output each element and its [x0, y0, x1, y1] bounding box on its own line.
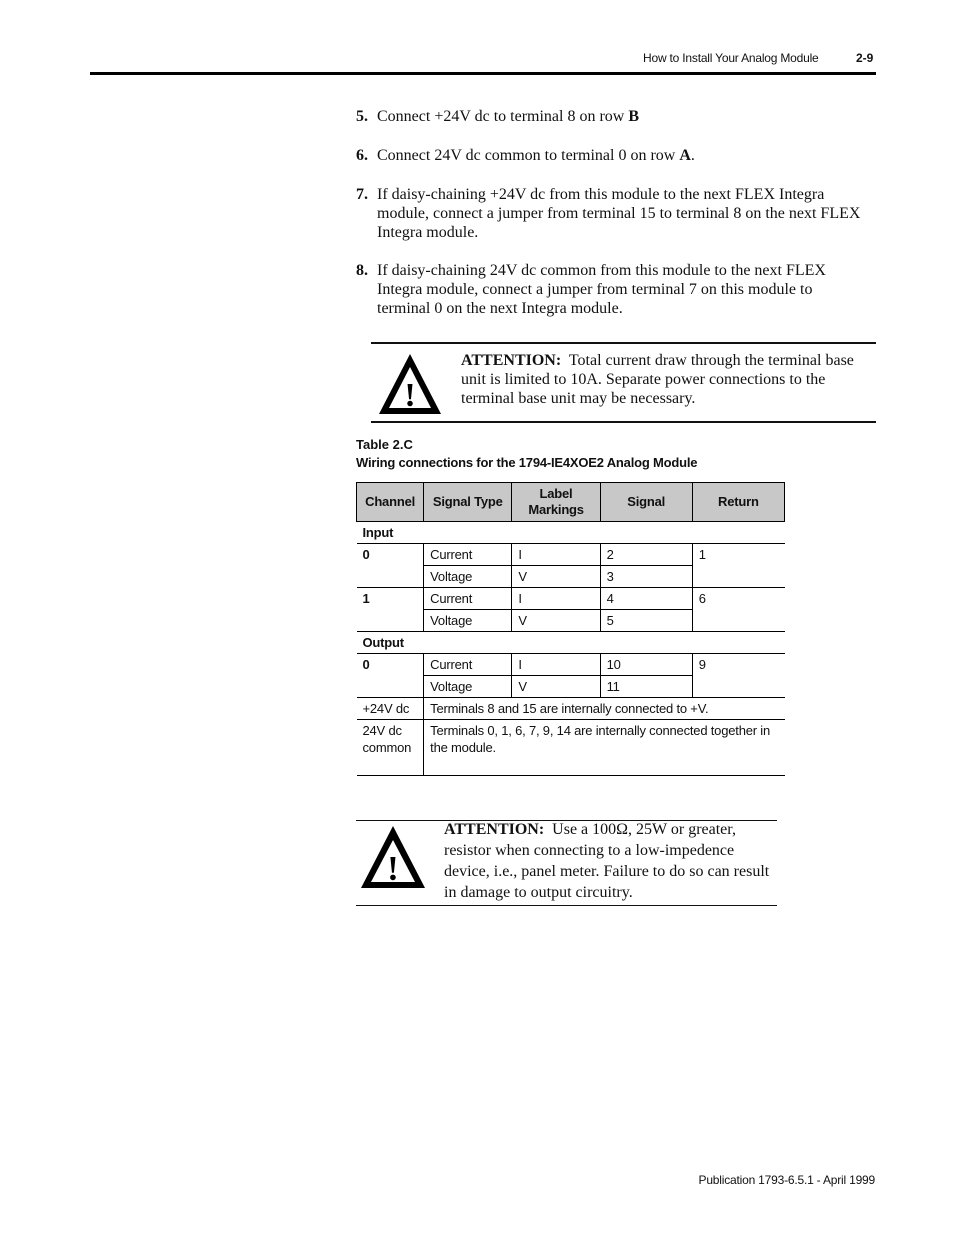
warning-triangle-icon	[376, 350, 444, 418]
table-header-row	[357, 483, 785, 522]
label-marking-cell: I	[512, 588, 600, 610]
page-number: 2-9	[856, 51, 874, 65]
channel-cell: 0	[357, 544, 424, 588]
svg-text:!: !	[387, 849, 399, 888]
col-header-label-markings: Label Markings	[512, 483, 600, 522]
section-row-input	[357, 522, 785, 544]
col-header-signal-type: Signal Type	[424, 483, 512, 522]
header-rule	[90, 72, 876, 75]
table-row	[357, 588, 785, 610]
row-letter: B	[628, 108, 640, 125]
signal-cell: 11	[600, 676, 692, 698]
col-header-return: Return	[692, 483, 784, 522]
attention-bottom-rule	[356, 905, 777, 906]
attention-bottom-rule	[371, 421, 876, 423]
table-row	[357, 698, 785, 720]
attention-text: Total current draw through the terminal base unit is limited to 10A. Separate power connections to the terminal base unit may be necessary.	[461, 352, 854, 407]
return-cell: 9	[692, 654, 784, 698]
signal-cell: 10	[600, 654, 692, 676]
attention-top-rule	[371, 342, 876, 344]
table-row	[357, 654, 785, 676]
step-5	[356, 107, 866, 126]
power-note-cell: Terminals 0, 1, 6, 7, 9, 14 are internally connected together in the module.	[424, 720, 785, 776]
signal-cell: 5	[600, 610, 692, 632]
signal-cell: 2	[600, 544, 692, 566]
return-cell: 6	[692, 588, 784, 632]
channel-cell: 0	[357, 654, 424, 698]
attention-label: ATTENTION:	[461, 352, 562, 369]
publication-footer: Publication 1793-6.5.1 - April 1999	[698, 1173, 875, 1187]
table-row	[357, 720, 785, 776]
label-marking-cell: I	[512, 654, 600, 676]
step-7	[356, 185, 866, 242]
step-8	[356, 261, 866, 318]
step-text: Connect 24V dc common to terminal 0 on row	[377, 147, 680, 164]
row-letter: A	[679, 147, 691, 164]
section-label: Input	[357, 522, 785, 544]
signal-type-cell: Current	[424, 544, 512, 566]
signal-type-cell: Voltage	[424, 676, 512, 698]
step-text: Connect +24V dc to terminal 8 on row	[377, 108, 629, 125]
step-number: 7.	[356, 186, 368, 203]
table-label: Table 2.C	[356, 437, 413, 452]
step-number: 5.	[356, 108, 368, 125]
warning-triangle-icon	[358, 822, 428, 892]
label-marking-cell: V	[512, 676, 600, 698]
label-marking-cell: V	[512, 610, 600, 632]
power-note-cell: Terminals 8 and 15 are internally connected to +V.	[424, 698, 785, 720]
signal-type-cell: Voltage	[424, 566, 512, 588]
step-text: If daisy-chaining 24V dc common from this module to the next FLEX Integra module, connect a jumper from terminal 7 on this module to terminal 0 on the next Integra module.	[377, 262, 826, 317]
attention-text: Use a 100Ω, 25W or greater, resistor when connecting to a low-impedence device, i.e., panel meter. Failure to do so can result in damage to output circuitry.	[444, 821, 770, 901]
signal-cell: 3	[600, 566, 692, 588]
step-text: If daisy-chaining +24V dc from this module to the next FLEX Integra module, connect a jumper from terminal 15 to terminal 8 on the next FLEX Integra module.	[377, 186, 861, 241]
power-label-cell: +24V dc	[357, 698, 424, 720]
signal-type-cell: Current	[424, 588, 512, 610]
section-row-output	[357, 632, 785, 654]
section-label: Output	[357, 632, 785, 654]
signal-cell: 4	[600, 588, 692, 610]
channel-cell: 1	[357, 588, 424, 632]
step-6: 6. Connect 24V dc common to terminal 0 on row A.	[356, 147, 695, 164]
wiring-table	[356, 482, 785, 776]
col-header-channel: Channel	[357, 483, 424, 522]
svg-text:!: !	[404, 377, 416, 414]
col-header-signal: Signal	[600, 483, 692, 522]
signal-type-cell: Current	[424, 654, 512, 676]
table-row	[357, 544, 785, 566]
label-marking-cell: I	[512, 544, 600, 566]
attention-label: ATTENTION:	[444, 821, 545, 838]
running-header-title: How to Install Your Analog Module	[643, 51, 819, 65]
table-caption: Wiring connections for the 1794-IE4XOE2 Analog Module	[356, 455, 698, 470]
signal-type-cell: Voltage	[424, 610, 512, 632]
attention-note	[461, 351, 871, 408]
return-cell: 1	[692, 544, 784, 588]
step-number: 8.	[356, 262, 368, 279]
step-number: 6.	[356, 147, 368, 164]
power-label-cell: 24V dc common	[357, 720, 424, 776]
label-marking-cell: V	[512, 566, 600, 588]
attention-note	[444, 819, 774, 903]
